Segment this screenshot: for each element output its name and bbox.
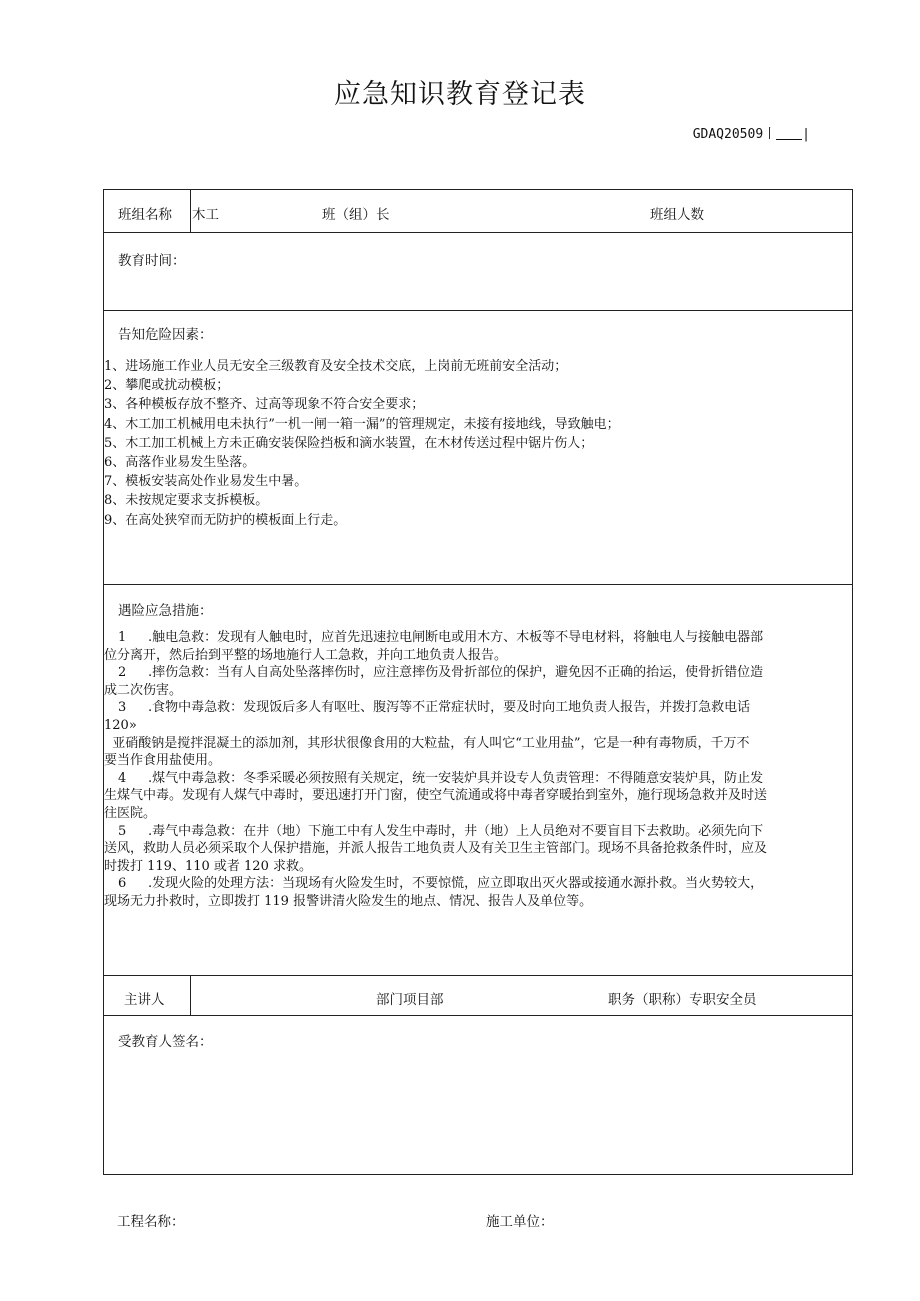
education-time-label: 教育时间： [118, 253, 186, 269]
team-row [104, 190, 852, 233]
team-headcount-label: 班组人数 [650, 207, 704, 223]
measure-number: 5 [118, 823, 127, 839]
department-text: 部门项目部 [376, 992, 444, 1008]
measures-label: 遇险应急措施： [118, 603, 213, 619]
measure-item [104, 823, 852, 876]
measure-text: .煤气中毒急救：冬季采暖必须按照有关规定，统一安装炉具并设专人负责管理：不得随意安装炉具，防止发 [148, 770, 764, 786]
hazard-item: 3、各种模板存放不整齐、过高等现象不符合安全要求； [104, 397, 425, 413]
measure-continuation: 亚硝酸钠是搅拌混凝土的添加剂，其形状很像食用的大粒盐，有人叫它“工业用盐”，它是一种有毒物质，千万不 [104, 735, 750, 751]
position-text: 职务（职称）专职安全员 [608, 992, 757, 1008]
measure-continuation: 现场无力扑救时，立即拨打 119 报警讲清火险发生的地点、情况、报告人及单位等。 [104, 893, 593, 909]
measure-text: .摔伤急救：当有人自高处坠落摔伤时，应注意摔伤及骨折部位的保护，避免因不正确的抬运，使骨折错位造 [148, 665, 764, 681]
measures-list [104, 629, 852, 911]
construction-unit-label: 施工单位： [486, 1214, 554, 1230]
document-code-value: GDAQ20509 [692, 127, 764, 142]
measure-text: .触电急救：发现有人触电时，应首先迅速拉电闸断电或用木方、木板等不导电材料，将触电人与接触电器部 [148, 630, 764, 645]
measure-text: .毒气中毒急救：在井（地）下施工中有人发生中毒时，井（地）上人员绝对不要盲目下去救助。必须先向下 [148, 823, 764, 839]
measure-continuation: 往医院。 [104, 805, 157, 821]
hazards-list [104, 357, 620, 530]
measure-first-line [104, 823, 852, 841]
hazard-item: 1、进场施工作业人员无安全三级教育及安全技术交底，上岗前无班前安全活动； [104, 359, 568, 374]
measure-item [104, 770, 852, 823]
hazard-item: 6、高落作业易发生坠落。 [104, 455, 256, 471]
measure-continuation: 120» [104, 717, 137, 733]
team-name-value[interactable]: 木工 [192, 207, 219, 223]
team-leader-label: 班（组）长 [322, 207, 390, 223]
measure-item [104, 699, 852, 769]
measure-continuation: 位分离开，然后抬到平整的场地施行人工急救，并向工地负责人报告。 [104, 647, 508, 663]
measure-continuation: 要当作食用盐使用。 [104, 753, 222, 769]
document-code: GDAQ20509丨 | [692, 127, 810, 142]
measure-continuation: 成二次伤害。 [104, 682, 183, 698]
measure-number: 6 [118, 876, 127, 892]
hazards-label: 告知危险因素： [118, 327, 213, 343]
hazards-section [104, 311, 852, 585]
measure-continuation: 时拨打 119、110 或者 120 求救。 [104, 858, 312, 874]
form-title: 应急知识教育登记表 [334, 79, 586, 110]
hazard-item: 9、在高处狭窄而无防护的模板面上行走。 [104, 512, 347, 528]
hazard-item: 5、木工加工机械上方未正确安装保险挡板和滴水装置，在木材传送过程中锯片伤人； [104, 435, 594, 451]
document-code-blank [776, 127, 802, 140]
measure-first-line [104, 699, 852, 717]
lecturer-label: 主讲人 [124, 992, 165, 1008]
measure-text: .食物中毒急救：发现饭后多人有呕吐、腹泻等不正常症状时，要及时向工地负责人报告，并拨打急救电话 [148, 700, 751, 716]
hazard-item: 4、木工加工机械用电未执行”一机一闸一箱一漏”的管理规定，未接有接地线，导致触电； [104, 416, 620, 432]
measure-item [104, 629, 852, 664]
hazard-item: 2、攀爬或扰动模板； [104, 378, 230, 394]
measure-continuation: 生煤气中毒。发现有人煤气中毒时，要迅速打开门窗，使空气流通或将中毒者穿暖抬到室外，施行现场急救并及时送 [104, 788, 768, 804]
registration-form [103, 189, 853, 1175]
measure-text: .发现火险的处理方法：当现场有火险发生时，不要惊慌，应立即取出灭火器或接通水源扑救。当火势较大， [148, 876, 764, 892]
measure-first-line [104, 875, 852, 893]
measure-first-line [104, 770, 852, 788]
team-name-label: 班组名称 [118, 207, 172, 223]
education-time-row[interactable] [104, 233, 852, 311]
hazard-item: 8、未按规定要求支拆模板。 [104, 493, 269, 509]
trainee-signature-label: 受教育人签名： [118, 1034, 213, 1050]
measure-first-line [104, 664, 852, 682]
measure-number: 2 [118, 665, 127, 681]
trainee-signature-row[interactable] [104, 1016, 852, 1174]
measure-item [104, 875, 852, 910]
measure-continuation: 送风，救助人员必须采取个人保护措施，并派人报告工地负责人及有关卫生主管部门。现场不具备抢救条件时，应及 [104, 841, 768, 857]
measures-section [104, 585, 852, 976]
lecturer-row [104, 976, 852, 1016]
team-row-divider [190, 190, 191, 232]
measure-number: 1 [118, 630, 127, 645]
measure-first-line [104, 629, 852, 647]
measure-number: 3 [118, 700, 127, 716]
measure-item [104, 664, 852, 699]
project-name-label: 工程名称： [117, 1214, 185, 1230]
hazard-item: 7、模板安装高处作业易发生中暑。 [104, 474, 308, 490]
measure-number: 4 [118, 770, 127, 786]
lecturer-row-divider [190, 976, 191, 1015]
